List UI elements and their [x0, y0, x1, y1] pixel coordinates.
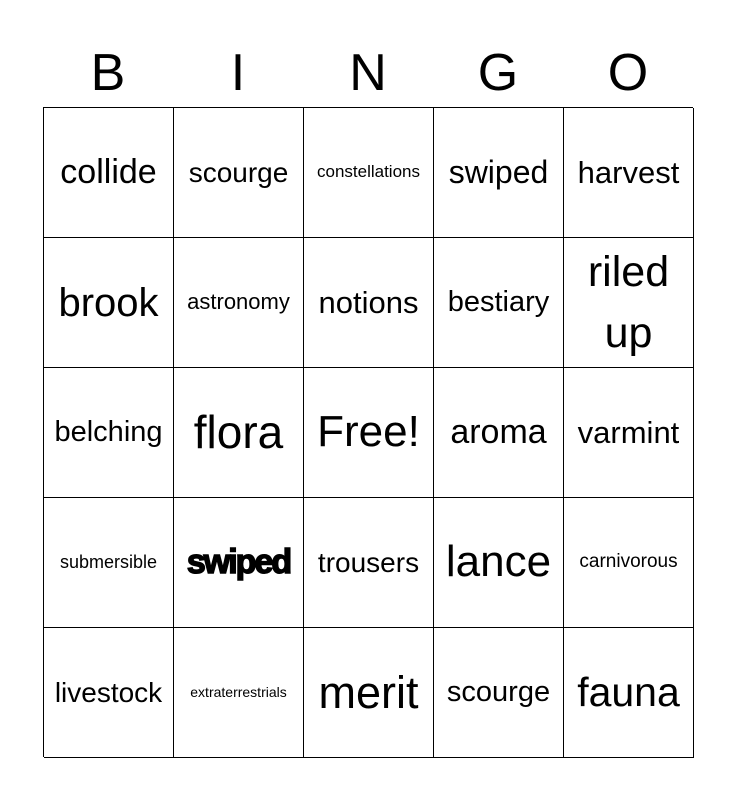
header-letter-n: N: [349, 44, 387, 102]
bingo-cell: astronomy: [174, 238, 304, 368]
header-letter-o: O: [607, 44, 649, 102]
bingo-cell: scourge: [174, 108, 304, 238]
header-letter-b: B: [90, 44, 126, 102]
bingo-cell: riled up: [564, 238, 694, 368]
bingo-cell: Free!: [304, 368, 434, 498]
bingo-cell: fauna: [564, 628, 694, 758]
bingo-cell: lance: [434, 498, 564, 628]
bingo-cell: bestiary: [434, 238, 564, 368]
bingo-cell: harvest: [564, 108, 694, 238]
bingo-cell: swiped: [174, 498, 304, 628]
bingo-cell: flora: [174, 368, 304, 498]
bingo-cell: aroma: [434, 368, 564, 498]
bingo-cell: varmint: [564, 368, 694, 498]
bingo-board: [43, 107, 693, 757]
bingo-cell: submersible: [44, 498, 174, 628]
bingo-cell: extraterrestrials: [174, 628, 304, 758]
bingo-cell: scourge: [434, 628, 564, 758]
bingo-cell: swiped: [434, 108, 564, 238]
bingo-cell: notions: [304, 238, 434, 368]
header-letter-i: I: [230, 44, 246, 102]
bingo-cell: livestock: [44, 628, 174, 758]
bingo-cell: constellations: [304, 108, 434, 238]
bingo-cell: collide: [44, 108, 174, 238]
bingo-cell: carnivorous: [564, 498, 694, 628]
bingo-cell: merit: [304, 628, 434, 758]
bingo-header: [43, 38, 693, 108]
bingo-cell: belching: [44, 368, 174, 498]
bingo-cell: trousers: [304, 498, 434, 628]
bingo-cell: brook: [44, 238, 174, 368]
header-letter-g: G: [477, 44, 519, 102]
